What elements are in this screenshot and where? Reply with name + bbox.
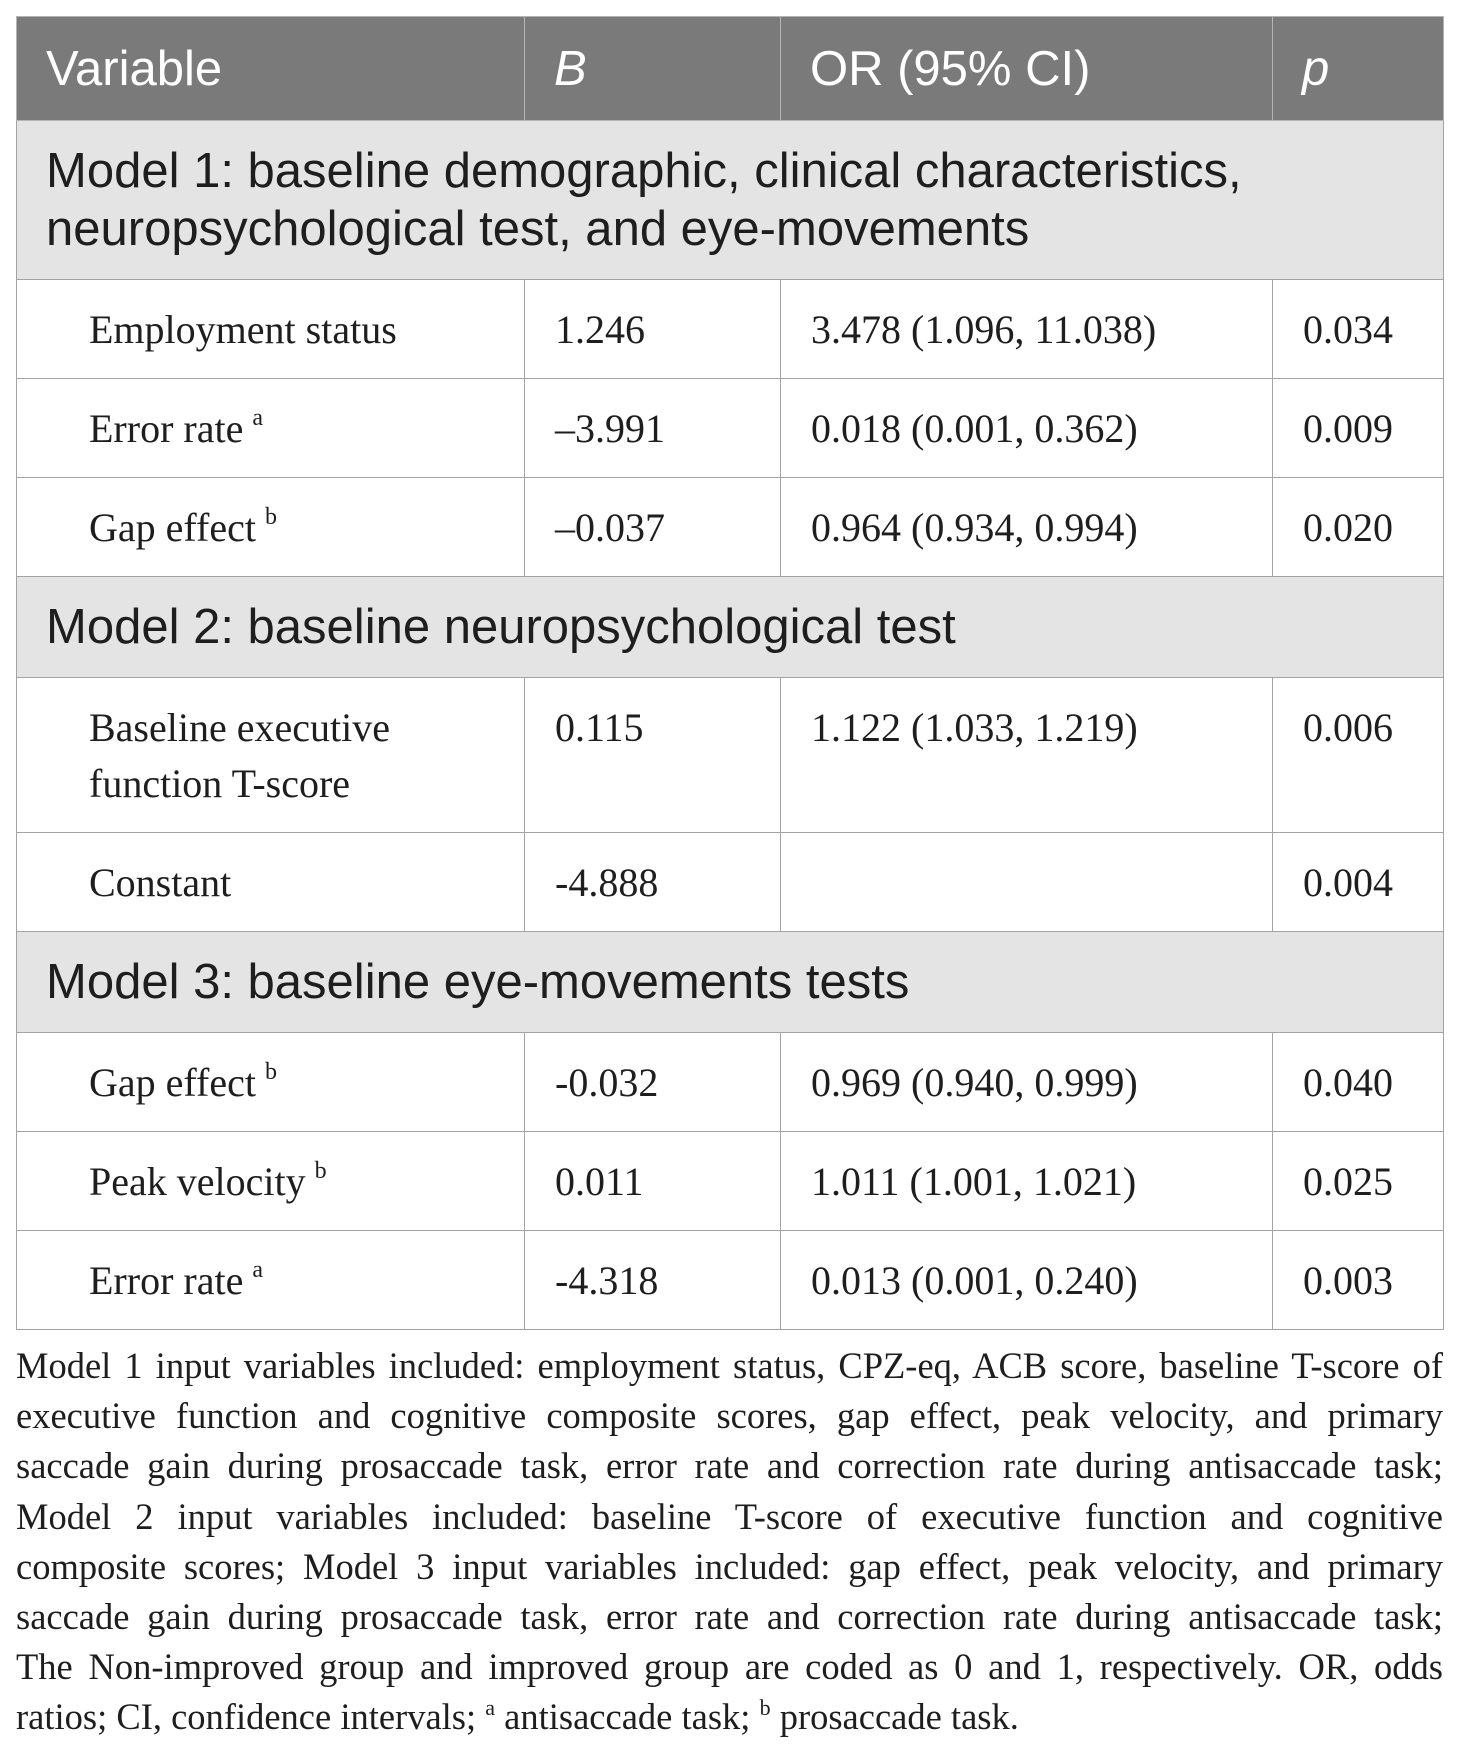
- footnote-text: antisaccade task;: [495, 1696, 760, 1738]
- table-body: [17, 121, 1444, 1330]
- table-row: [17, 478, 1444, 577]
- superscript-note: b: [264, 504, 277, 530]
- footnote-superscript-b: b: [759, 1695, 771, 1721]
- cell-p: 0.034: [1273, 280, 1444, 379]
- section-title: Model 2: baseline neuropsychological test: [17, 577, 1444, 678]
- cell-p: 0.003: [1273, 1231, 1444, 1330]
- cell-variable: [17, 478, 525, 577]
- cell-b: -4.318: [525, 1231, 781, 1330]
- table-row: [17, 280, 1444, 379]
- table-block: [16, 16, 1443, 1743]
- superscript-note: a: [252, 405, 263, 431]
- table-row: [17, 678, 1444, 833]
- table-row: [17, 833, 1444, 932]
- cell-variable: [17, 1231, 525, 1330]
- cell-variable: [17, 379, 525, 478]
- cell-variable: [17, 833, 525, 932]
- variable-label: Baseline executive function T-score: [89, 705, 390, 806]
- footnote-line: saccade gain during prosaccade task, error rate and correction rate during antisaccade task;: [16, 1445, 1443, 1487]
- cell-p: 0.009: [1273, 379, 1444, 478]
- cell-p: 0.025: [1273, 1132, 1444, 1231]
- header-b: B: [525, 17, 781, 121]
- cell-variable: [17, 1132, 525, 1231]
- cell-b: -4.888: [525, 833, 781, 932]
- cell-variable: [17, 280, 525, 379]
- table-footnote: [16, 1341, 1443, 1743]
- footnote-line: The Non-improved group and improved group are coded as 0 and 1, respectively. OR, odds: [16, 1646, 1443, 1688]
- footnote-text: prosaccade task.: [770, 1696, 1019, 1738]
- cell-b: 0.011: [525, 1132, 781, 1231]
- cell-b: -0.032: [525, 1033, 781, 1132]
- footnote-superscript-a: a: [485, 1695, 496, 1721]
- variable-label: Gap effect: [89, 1060, 256, 1105]
- section-title: Model 1: baseline demographic, clinical characteristics, neuropsychological test, and eye-movements: [17, 121, 1444, 280]
- cell-p: 0.006: [1273, 678, 1444, 833]
- cell-b: –3.991: [525, 379, 781, 478]
- header-variable: Variable: [17, 17, 525, 121]
- header-p: p: [1273, 17, 1444, 121]
- variable-label: Error rate: [89, 1258, 244, 1303]
- footnote-line: composite scores; Model 3 input variables included: gap effect, peak velocity, and primary: [16, 1545, 1443, 1587]
- section-row-model-1: [17, 121, 1444, 280]
- footnote-line: saccade gain during prosaccade task, error rate and correction rate during antisaccade task;: [16, 1596, 1443, 1638]
- footnote-line-last: [16, 1692, 1443, 1742]
- cell-variable: [17, 1033, 525, 1132]
- footnote-line: Model 1 input variables included: employment status, CPZ-eq, ACB score, baseline T-score of: [16, 1345, 1443, 1386]
- cell-or-ci: 0.969 (0.940, 0.999): [781, 1033, 1273, 1132]
- cell-p: 0.004: [1273, 833, 1444, 932]
- header-or-ci: OR (95% CI): [781, 17, 1273, 121]
- cell-variable: [17, 678, 525, 833]
- section-row-model-2: [17, 577, 1444, 678]
- superscript-note: b: [264, 1059, 277, 1085]
- cell-or-ci: 0.013 (0.001, 0.240): [781, 1231, 1273, 1330]
- variable-label: Gap effect: [89, 505, 256, 550]
- cell-p: 0.040: [1273, 1033, 1444, 1132]
- results-table: [16, 16, 1444, 1330]
- table-row: [17, 1231, 1444, 1330]
- header-row: [17, 17, 1444, 121]
- table-header: [17, 17, 1444, 121]
- cell-or-ci: 1.011 (1.001, 1.021): [781, 1132, 1273, 1231]
- footnote-line: Model 2 input variables included: baseline T-score of executive function and cognitive: [16, 1495, 1443, 1537]
- cell-b: –0.037: [525, 478, 781, 577]
- section-row-model-3: [17, 932, 1444, 1033]
- cell-b: 0.115: [525, 678, 781, 833]
- footnote-text: ratios; CI, confidence intervals;: [16, 1696, 486, 1738]
- footnote-line: executive function and cognitive composite scores, gap effect, peak velocity, and primary: [16, 1395, 1443, 1437]
- cell-or-ci: 0.964 (0.934, 0.994): [781, 478, 1273, 577]
- variable-label: Peak velocity: [89, 1159, 306, 1204]
- cell-or-ci: 3.478 (1.096, 11.038): [781, 280, 1273, 379]
- table-row: [17, 379, 1444, 478]
- table-row: [17, 1132, 1444, 1231]
- superscript-note: b: [314, 1158, 327, 1184]
- section-title: Model 3: baseline eye-movements tests: [17, 932, 1444, 1033]
- superscript-note: a: [252, 1257, 263, 1283]
- table-row: [17, 1033, 1444, 1132]
- variable-label: Error rate: [89, 406, 244, 451]
- variable-label: Employment status: [89, 307, 397, 352]
- cell-p: 0.020: [1273, 478, 1444, 577]
- cell-or-ci: 0.018 (0.001, 0.362): [781, 379, 1273, 478]
- variable-label: Constant: [89, 860, 232, 905]
- cell-b: 1.246: [525, 280, 781, 379]
- cell-or-ci: 1.122 (1.033, 1.219): [781, 678, 1273, 833]
- cell-or-ci: [781, 833, 1273, 932]
